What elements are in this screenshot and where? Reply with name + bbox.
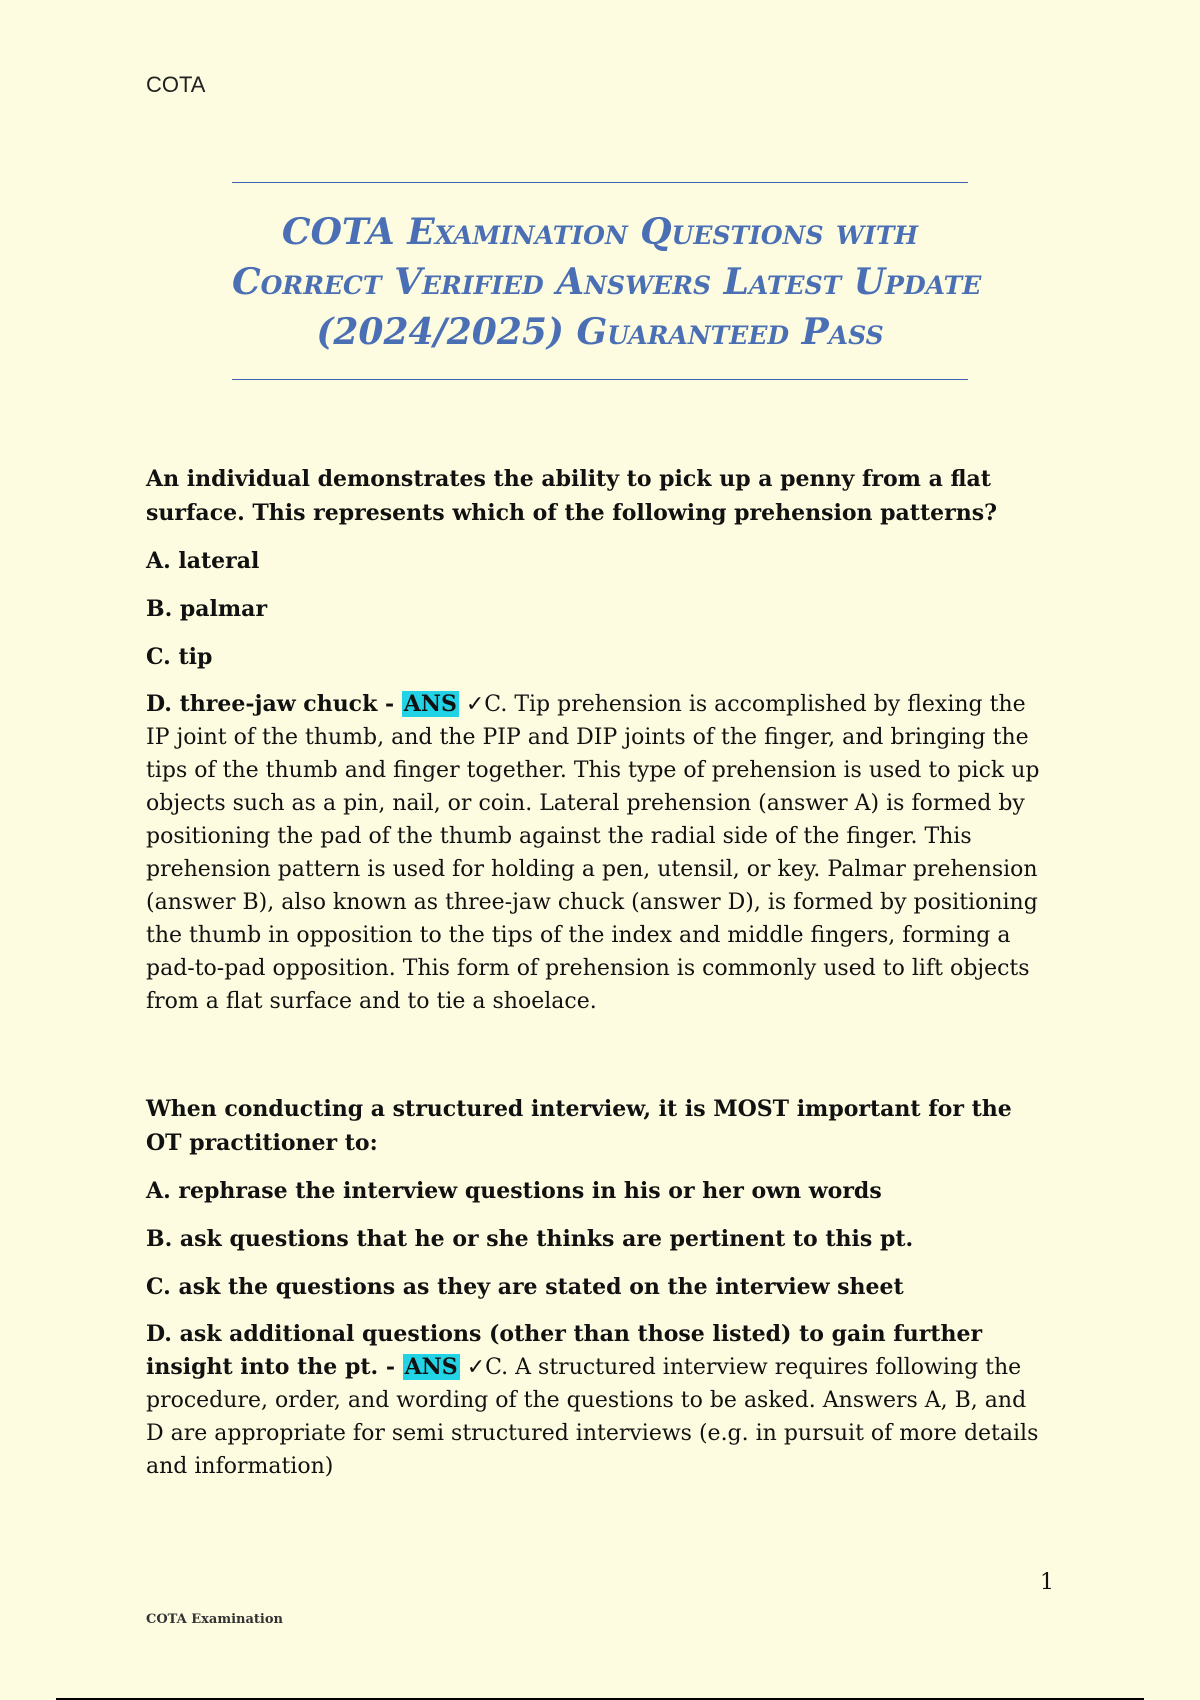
title-line-1: COTA Examination Questions with bbox=[281, 211, 919, 253]
page-number: 1 bbox=[1040, 1570, 1054, 1595]
option-d: D. three-jaw chuck - bbox=[146, 691, 402, 717]
answer-paragraph bbox=[146, 688, 1046, 1018]
question-stem: When conducting a structured interview, it is MOST important for the OT practitioner to: bbox=[146, 1096, 1012, 1156]
answer-paragraph bbox=[146, 1318, 1046, 1483]
option-c: C. ask the questions as they are stated on the interview sheet bbox=[146, 1274, 904, 1300]
option-b: B. ask questions that he or she thinks are pertinent to this pt. bbox=[146, 1226, 914, 1252]
option-d: D. ask additional questions (other than those listed) to gain further insight into the pt. - bbox=[146, 1321, 983, 1380]
option-c: C. tip bbox=[146, 644, 213, 670]
running-footer: COTA Examination bbox=[146, 1612, 283, 1627]
ans-highlight: ANS bbox=[404, 1354, 458, 1380]
question-block-2 bbox=[146, 1092, 1046, 1483]
checkmark-icon: ✓ bbox=[466, 1355, 486, 1380]
question-block-1 bbox=[146, 462, 1046, 1018]
title-line-3: (2024/2025) Guaranteed Pass bbox=[316, 311, 884, 353]
checkmark-icon: ✓ bbox=[465, 692, 485, 717]
running-header: COTA bbox=[146, 72, 206, 97]
document-title bbox=[232, 182, 982, 380]
answer-explanation: C. Tip prehension is accomplished by flexing the IP joint of the thumb, and the PIP and DIP joints of the finger, and bringing the tips of the thumb and finger together. This type of prehension is used to pick up objects such as a pin, nail, or coin. Lateral prehension (answer A) is formed by positioning the pad of the thumb against the radial side of the finger. This prehension pattern is used for holding a pen, utensil, or key. Palmar prehension (answer B), also known as three-jaw chuck (answer D), is formed by positioning the thumb in opposition to the tips of the index and middle fingers, forming a pad-to-pad opposition. This form of prehension is commonly used to lift objects from a flat surface and to tie a shoelace. bbox=[146, 692, 1040, 1014]
option-a: A. rephrase the interview questions in his or her own words bbox=[146, 1178, 882, 1204]
option-b: B. palmar bbox=[146, 596, 268, 622]
question-stem: An individual demonstrates the ability to pick up a penny from a flat surface. This represents which of the following prehension patterns? bbox=[146, 466, 997, 526]
title-line-2: Correct Verified Answers Latest Update bbox=[232, 261, 982, 303]
option-a: A. lateral bbox=[146, 548, 260, 574]
ans-highlight: ANS bbox=[403, 691, 457, 717]
answer-explanation: C. A structured interview requires following the procedure, order, and wording of the questions to be asked. Answers A, B, and D are appropriate for semi structured interviews (e.g. in pursuit of more details and information) bbox=[146, 1355, 1039, 1479]
